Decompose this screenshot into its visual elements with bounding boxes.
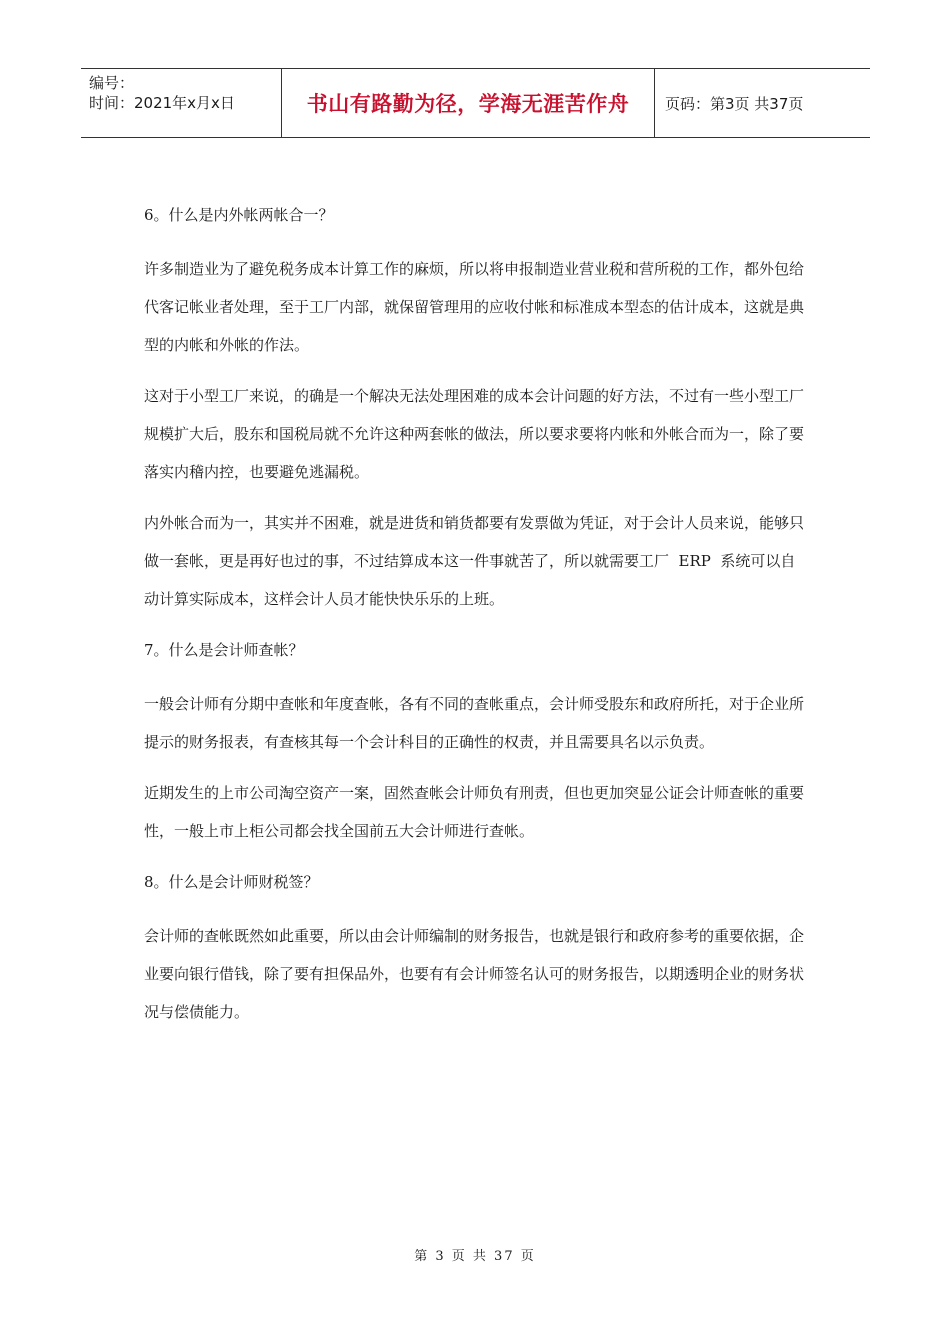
page-header [81,68,870,138]
header-motto: 书山有路勤为径，学海无涯苦作舟 [282,69,655,137]
paragraph: 内外帐合而为一，其实并不困难，就是进货和销货都要有发票做为凭证，对于会计人员来说，能够只做一套帐，更是再好也过的事，不过结算成本这一件事就苦了，所以就需要工厂 ERP 系统可以自动计算实际成本，这样会计人员才能快快乐乐的上班。 [144,514,805,608]
section-heading-6: 6。什么是内外帐两帐合一？ [144,206,334,224]
paragraph: 近期发生的上市公司淘空资产一案，固然查帐会计师负有刑责，但也更加突显公证会计师查帐的重要性，一般上市上柜公司都会找全国前五大会计师进行查帐。 [144,784,805,840]
document-date: 时间：2021年x月x日 [89,94,235,112]
section-heading-7: 7。什么是会计师查帐？ [144,641,304,659]
header-page-info: 页码：第3页 共37页 [665,94,804,113]
paragraph: 会计师的查帐既然如此重要，所以由会计师编制的财务报告，也就是银行和政府参考的重要依据，企业要向银行借钱，除了要有担保品外，也要有有会计师签名认可的财务报告，以期透明企业的财务状况与偿债能力。 [144,927,805,1021]
paragraph: 一般会计师有分期中查帐和年度查帐，各有不同的查帐重点，会计师受股东和政府所托，对于企业所提示的财务报表，有查核其每一个会计科目的正确性的权责，并且需要具名以示负责。 [144,695,805,751]
section-heading-8: 8。什么是会计师财税签？ [144,873,319,891]
document-body [144,196,804,1044]
document-number-label: 编号： [89,74,135,92]
paragraph: 这对于小型工厂来说，的确是一个解决无法处理困难的成本会计问题的好方法，不过有一些小型工厂规模扩大后，股东和国税局就不允许这种两套帐的做法，所以要求要将内帐和外帐合而为一，除了要落实内稽内控，也要避免逃漏税。 [144,387,805,481]
header-meta [81,69,282,137]
paragraph: 许多制造业为了避免税务成本计算工作的麻烦，所以将申报制造业营业税和营所税的工作，都外包给代客记帐业者处理，至于工厂内部，就保留管理用的应收付帐和标准成本型态的估计成本，这就是典型的内帐和外帐的作法。 [144,260,805,354]
page-footer: 第 3 页 共 37 页 [414,1249,536,1264]
